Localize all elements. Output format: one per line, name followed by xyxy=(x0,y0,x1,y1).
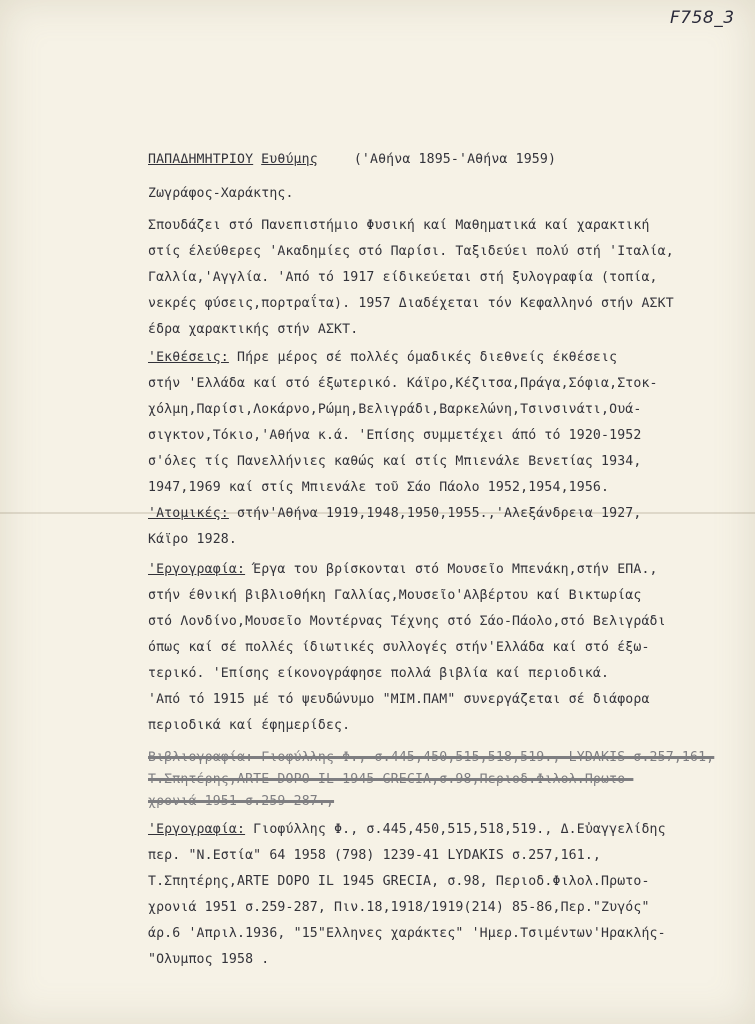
bio-line: έδρα χαρακτικής στήν ΑΣΚΤ. xyxy=(148,322,359,337)
struck-line: Τ.Σπητέρης,ARTE DOPO IL 1945 GRECIA,σ.98,Περιοδ.Φιλολ.Πρωτο- xyxy=(148,772,634,787)
entry-heading xyxy=(148,152,556,167)
exhibitions-text: Πήρε μέρος σέ πολλές όμαδικές διεθνείς έκθέσεις xyxy=(228,350,618,365)
artist-surname: ΠΑΠΑΔΗΜΗΤΡΙΟΥ xyxy=(148,152,254,167)
works-line: όπως καί σέ πολλές ίδιωτικές συλλογές στήν'Ελλάδα καί στό έξω- xyxy=(148,640,650,655)
works-text: Έργα του βρίσκονται στό Μουσεῖο Μπενάκη,στήν ΕΠΑ., xyxy=(245,562,658,577)
artist-given-name: Ευθύμης xyxy=(261,152,318,167)
exhibitions-line: σιγκτον,Τόκιο,'Αθήνα κ.ά. 'Επίσης συμμετέχει άπό τό 1920-1952 xyxy=(148,428,642,443)
artist-dates: ('Αθήνα 1895-'Αθήνα 1959) xyxy=(353,152,557,167)
bibliography-line: "Ολυμπος 1958 . xyxy=(148,952,270,967)
bio-line: νεκρές φύσεις,πορτραΐτα). 1957 Διαδέχεται τόν Κεφαλληνό στήν ΑΣΚΤ xyxy=(148,296,674,311)
struck-line: χρονιά 1951 σ.259-287., xyxy=(148,794,335,809)
bibliography-line xyxy=(148,822,666,837)
bio-line: Γαλλία,'Αγγλία. 'Από τό 1917 είδικεύεται στή ξυλογραφία (τοπία, xyxy=(148,270,658,285)
exhibitions-line xyxy=(148,350,617,365)
solo-line: Κάϊρο 1928. xyxy=(148,532,237,547)
works-line: στό Λονδίνο,Μουσεῖο Μοντέρνας Τέχνης στό Σάο-Πάολο,στό Βελιγράδι xyxy=(148,614,666,629)
works-line: 'Από τό 1915 μέ τό ψευδώνυμο "ΜΙΜ.ΠΑΜ" συνεργάζεται σέ διάφορα xyxy=(148,692,650,707)
solo-label: 'Ατομικές: xyxy=(148,506,229,521)
bibliography-line: Τ.Σπητέρης,ARTE DOPO IL 1945 GRECIA, σ.98, Περιοδ.Φιλολ.Πρωτο- xyxy=(148,874,650,889)
archive-reference: F758_3 xyxy=(670,8,735,28)
exhibitions-line: 1947,1969 καί στίς Μπιενάλε τοῦ Σάο Πάολο 1952,1954,1956. xyxy=(148,480,610,495)
bibliography-label: 'Εργογραφία: xyxy=(148,822,246,837)
exhibitions-line: στήν 'Ελλάδα καί στό έξωτερικό. Κάϊρο,Κέζιτσα,Πράγα,Σόφια,Στοκ- xyxy=(148,376,658,391)
works-line: τερικό. 'Επίσης είκονογράφησε πολλά βιβλία καί περιοδικά. xyxy=(148,666,610,681)
exhibitions-line: χόλμη,Παρίσι,Λοκάρνο,Ρώμη,Βελιγράδι,Βαρκελώνη,Τσινσινάτι,Ουά- xyxy=(148,402,642,417)
exhibitions-label: 'Εκθέσεις: xyxy=(148,350,229,365)
works-line: περιοδικά καί έφημερίδες. xyxy=(148,718,351,733)
profession: Ζωγράφος-Χαράκτης. xyxy=(148,186,294,201)
works-label: 'Εργογραφία: xyxy=(148,562,246,577)
struck-line: Βιβλιογραφία: Γιοφύλλης Φ., σ.445,450,515,518,519., LYDAKIS σ.257,161, xyxy=(148,750,715,765)
bio-line: στίς έλεύθερες 'Ακαδημίες στό Παρίσι. Ταξιδεύει πολύ στή 'Ιταλία, xyxy=(148,244,674,259)
bibliography-text: Γιοφύλλης Φ., σ.445,450,515,518,519., Δ.Εὐαγγελίδης xyxy=(245,822,666,837)
bio-line: Σπουδάζει στό Πανεπιστήμιο Φυσική καί Μαθηματικά καί χαρακτική xyxy=(148,218,650,233)
exhibitions-line: σ'όλες τίς Πανελλήνιες καθώς καί στίς Μπιενάλε Βενετίας 1934, xyxy=(148,454,642,469)
bibliography-line: άρ.6 'Απριλ.1936, "15"Ελληνες χαράκτες" 'Ημερ.Τσιμέντων'Ηρακλής- xyxy=(148,926,666,941)
solo-text: στήν'Αθήνα 1919,1948,1950,1955.,'Αλεξάνδρεια 1927, xyxy=(228,506,642,521)
solo-line xyxy=(148,506,641,521)
bibliography-line: χρονιά 1951 σ.259-287, Πιν.18,1918/1919(214) 85-86,Περ."Ζυγός" xyxy=(148,900,650,915)
bibliography-line: περ. "Ν.Εστία" 64 1958 (798) 1239-41 LYDAKIS σ.257,161., xyxy=(148,848,602,863)
works-line xyxy=(148,562,658,577)
works-line: στήν έθνική βιβλιοθήκη Γαλλίας,Μουσεῖο'Αλβέρτου καί Βικτωρίας xyxy=(148,588,642,603)
